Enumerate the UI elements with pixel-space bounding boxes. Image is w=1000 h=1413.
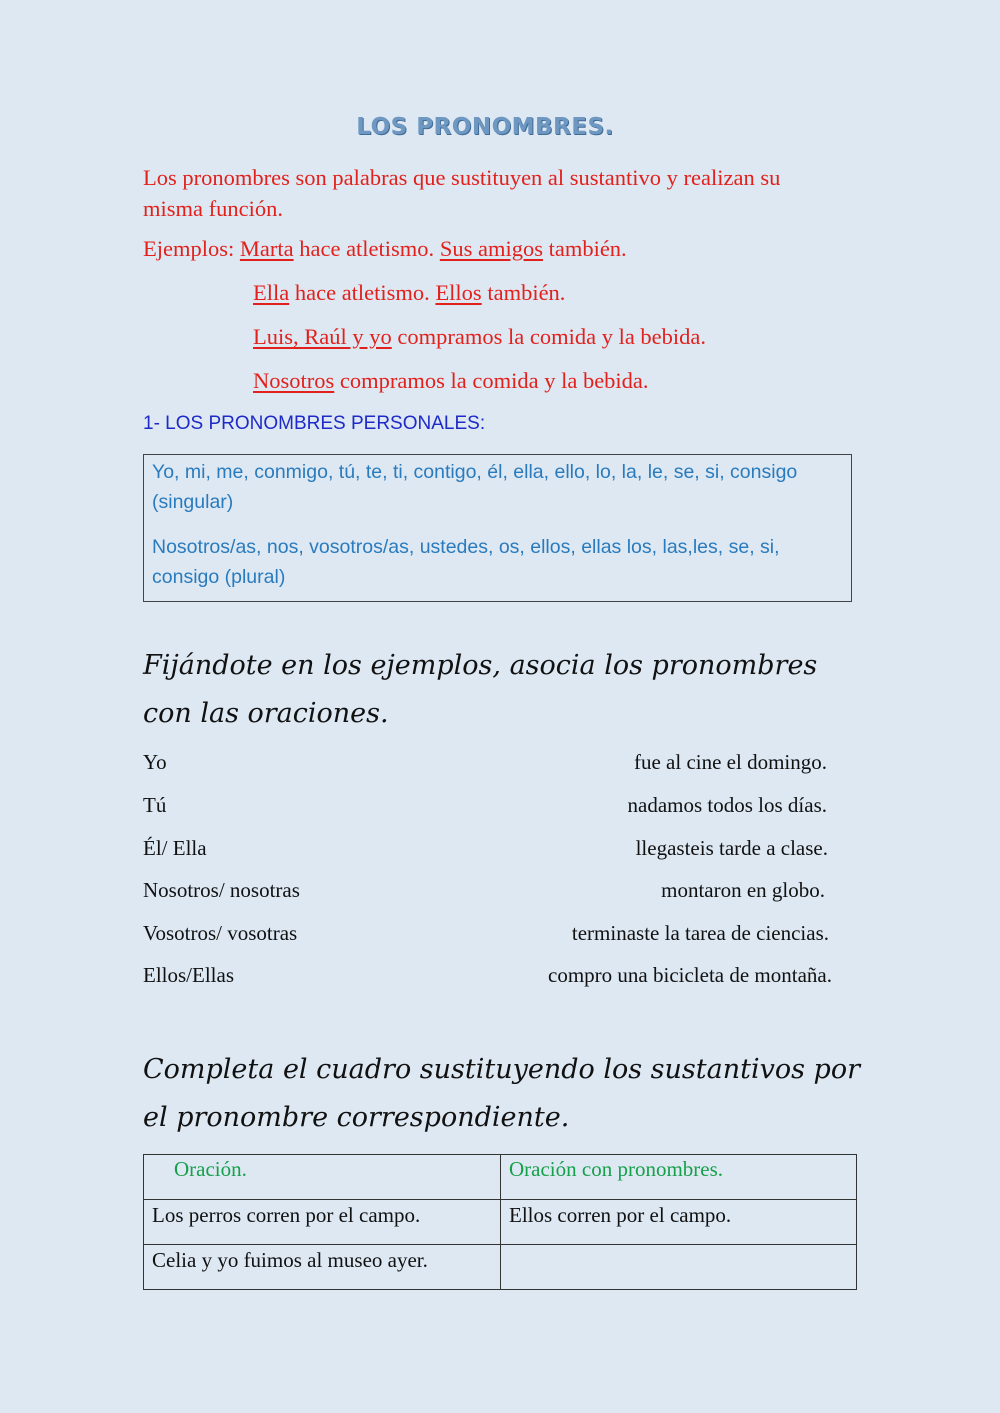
intro-text: Los pronombres son palabras que sustituyen al sustantivo y realizan su misma función. xyxy=(143,165,781,221)
table-header-row xyxy=(144,1155,857,1200)
table-row xyxy=(144,1200,857,1245)
example-text: hace atletismo. xyxy=(293,236,440,261)
examples-label: Ejemplos: xyxy=(143,236,235,261)
pronouns-plural: Nosotros/as, nos, vosotros/as, ustedes, os, ellos, ellas los, las,les, se, si, consigo (plural) xyxy=(152,536,780,588)
pronouns-singular: Yo, mi, me, conmigo, tú, te, ti, contigo, él, ella, ello, lo, la, le, se, si, consigo (singular) xyxy=(152,461,798,513)
pronoun-item[interactable]: Tú xyxy=(143,793,167,817)
example-underlined: Ellos xyxy=(435,280,482,305)
pronoun-item[interactable]: Él/ Ella xyxy=(143,836,207,860)
example-line-1 xyxy=(143,236,627,262)
exercise2-instruction: Completa el cuadro sustituyendo los sustantivos por el pronombre correspondiente. xyxy=(143,1054,860,1133)
example-text: compramos la comida y la bebida. xyxy=(391,324,707,349)
pronouns-box xyxy=(143,454,852,602)
table-cell-sentence: Celia y yo fuimos al museo ayer. xyxy=(144,1245,501,1290)
example-text: hace atletismo. xyxy=(289,280,436,305)
page-title: LOS PRONOMBRES. xyxy=(356,114,614,140)
example-text: también. xyxy=(481,280,566,305)
sentence-item[interactable]: terminaste la tarea de ciencias. xyxy=(571,921,829,945)
exercise1-instruction: Fijándote en los ejemplos, asocia los pronombres con las oraciones. xyxy=(143,650,818,729)
example-text: compramos la comida y la bebida. xyxy=(334,368,649,393)
match-row xyxy=(143,793,833,823)
sentence-item[interactable]: montaron en globo. xyxy=(661,878,825,902)
example-line-2 xyxy=(253,280,565,306)
example-underlined: Ella xyxy=(253,280,290,305)
match-row xyxy=(143,750,833,780)
sentence-item[interactable]: compro una bicicleta de montaña. xyxy=(548,963,832,987)
example-line-3 xyxy=(253,324,706,350)
pronoun-item[interactable]: Ellos/Ellas xyxy=(143,963,234,987)
table-row xyxy=(144,1245,857,1290)
sentence-item[interactable]: llegasteis tarde a clase. xyxy=(635,836,828,860)
table-cell-answer[interactable] xyxy=(501,1245,857,1290)
pronoun-item[interactable]: Nosotros/ nosotras xyxy=(143,878,300,902)
table-cell-sentence: Los perros corren por el campo. xyxy=(144,1200,501,1245)
table-header-with-pronouns: Oración con pronombres. xyxy=(501,1155,857,1200)
pronoun-item[interactable]: Yo xyxy=(143,750,167,774)
sentence-item[interactable]: nadamos todos los días. xyxy=(627,793,827,817)
example-underlined: Luis, Raúl y yo xyxy=(253,324,392,349)
table-header-sentence: Oración. xyxy=(144,1155,501,1200)
table-cell-answer[interactable]: Ellos corren por el campo. xyxy=(501,1200,857,1245)
example-underlined: Sus amigos xyxy=(439,236,543,261)
match-row xyxy=(143,921,833,951)
match-row xyxy=(143,878,833,908)
sentences-table xyxy=(143,1154,857,1290)
sentence-item[interactable]: fue al cine el domingo. xyxy=(633,750,827,774)
match-row xyxy=(143,836,833,866)
example-line-4 xyxy=(253,368,649,394)
example-underlined: Marta xyxy=(239,236,294,261)
pronoun-item[interactable]: Vosotros/ vosotras xyxy=(143,921,298,945)
section-heading-personal-pronouns: 1- LOS PRONOMBRES PERSONALES: xyxy=(143,413,486,434)
example-underlined: Nosotros xyxy=(253,368,335,393)
example-text: también. xyxy=(542,236,627,261)
match-row xyxy=(143,963,833,993)
